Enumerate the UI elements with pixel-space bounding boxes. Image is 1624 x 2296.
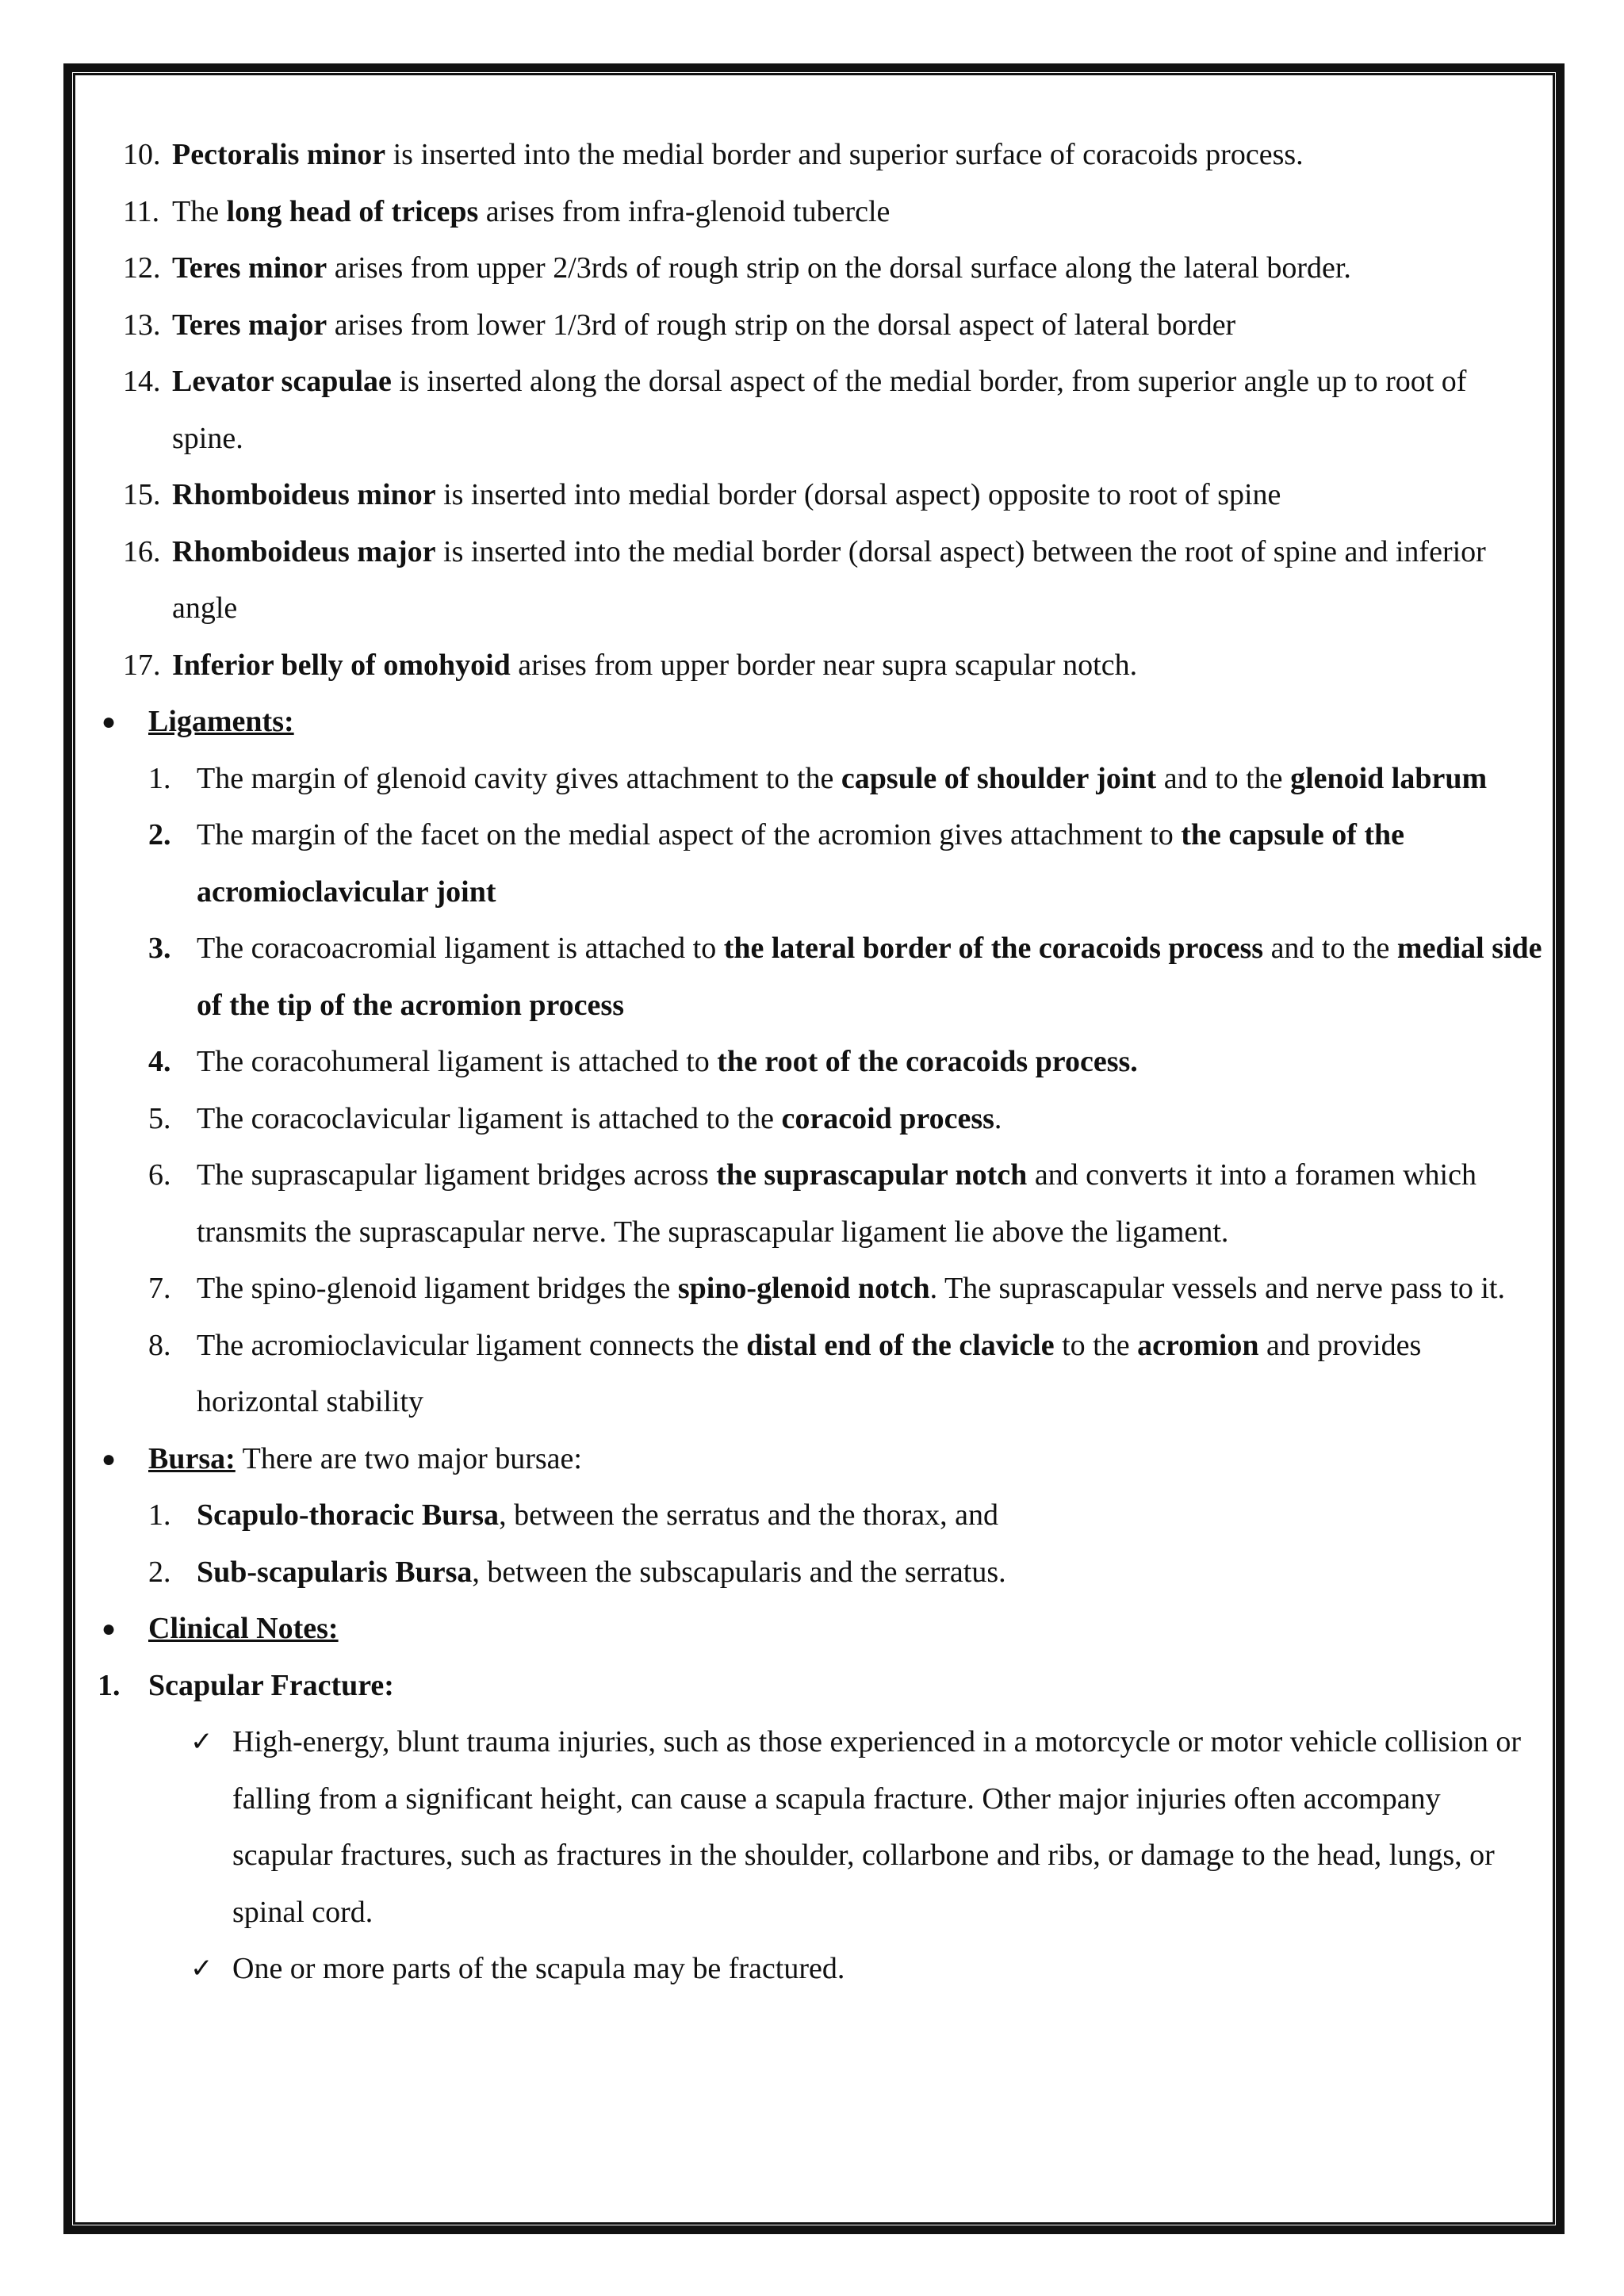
list-item: 8. The acromioclavicular ligament connects the distal end of the clavicle to the acromion and provides horizontal stability xyxy=(148,1328,1422,1418)
list-item: 10. Pectoralis minor is inserted into the medial border and superior surface of coracoids process. xyxy=(123,138,1304,171)
list-item: 2. The margin of the facet on the medial aspect of the acromion gives attachment to the capsule of the acromioclavicular joint xyxy=(148,818,1405,909)
list-item: 3. The coracoacromial ligament is attached to the lateral border of the coracoids process and to the medial side of the tip of the acromion process xyxy=(148,932,1542,1022)
bullet-icon: ● xyxy=(102,1445,117,1472)
list-item: 12. Teres minor arises from upper 2/3rds of rough strip on the dorsal surface along the lateral border. xyxy=(123,251,1351,285)
list-item: 5. The coracoclavicular ligament is attached to the coracoid process. xyxy=(148,1101,1002,1135)
section-heading-clinical-notes: ● Clinical Notes: xyxy=(87,1601,1546,1658)
list-item: 1. Scapulo-thoracic Bursa, between the serratus and the thorax, and xyxy=(148,1498,998,1532)
list-item: ✓ One or more parts of the scapula may be fractured. xyxy=(87,1941,1546,1998)
bullet-icon: ● xyxy=(102,1616,117,1642)
section-heading-ligaments: ● Ligaments: xyxy=(87,694,1546,751)
list-item: 17. Inferior belly of omohyoid arises from upper border near supra scapular notch. xyxy=(123,648,1138,682)
list-item: 15. Rhomboideus minor is inserted into medial border (dorsal aspect) opposite to root of spine xyxy=(123,478,1281,511)
document-content xyxy=(87,127,1546,1998)
bullet-icon: ● xyxy=(102,709,117,735)
section-heading-bursa: ● Bursa: There are two major bursae: xyxy=(87,1431,1546,1488)
list-item: 4. The coracohumeral ligament is attached to the root of the coracoids process. xyxy=(148,1045,1138,1078)
list-item: 13. Teres major arises from lower 1/3rd of rough strip on the dorsal aspect of lateral border xyxy=(123,308,1236,342)
list-item: 2. Sub-scapularis Bursa, between the subscapularis and the serratus. xyxy=(148,1555,1006,1589)
list-item: 14. Levator scapulae is inserted along the dorsal aspect of the medial border, from superior angle up to root of spine. xyxy=(123,365,1467,455)
list-item: 6. The suprascapular ligament bridges across the suprascapular notch and converts it into a foramen which transmits the suprascapular nerve. The suprascapular ligament lie above the ligament. xyxy=(148,1158,1477,1249)
list-item: 16. Rhomboideus major is inserted into the medial border (dorsal aspect) between the root of spine and inferior angle xyxy=(123,534,1486,625)
checkmark-icon: ✓ xyxy=(190,1953,213,1984)
list-item: ✓ High-energy, blunt trauma injuries, such as those experienced in a motorcycle or motor vehicle collision or falling from a significant height, can cause a scapula fracture. Other major injuries often accompany scapular fractures, such as fractures in the shoulder, collarbone and ribs, or damage to the head, lungs, or spinal cord. xyxy=(87,1714,1546,1941)
list-item: 11. The long head of triceps arises from infra-glenoid tubercle xyxy=(123,194,891,228)
checkmark-icon: ✓ xyxy=(190,1726,213,1758)
list-item: 7. The spino-glenoid ligament bridges the spino-glenoid notch. The suprascapular vessels and nerve pass to it. xyxy=(148,1272,1505,1305)
subheading-scapular-fracture: 1. Scapular Fracture: xyxy=(98,1668,394,1702)
list-item: 1. The margin of glenoid cavity gives attachment to the capsule of shoulder joint and to the glenoid labrum xyxy=(148,761,1488,795)
